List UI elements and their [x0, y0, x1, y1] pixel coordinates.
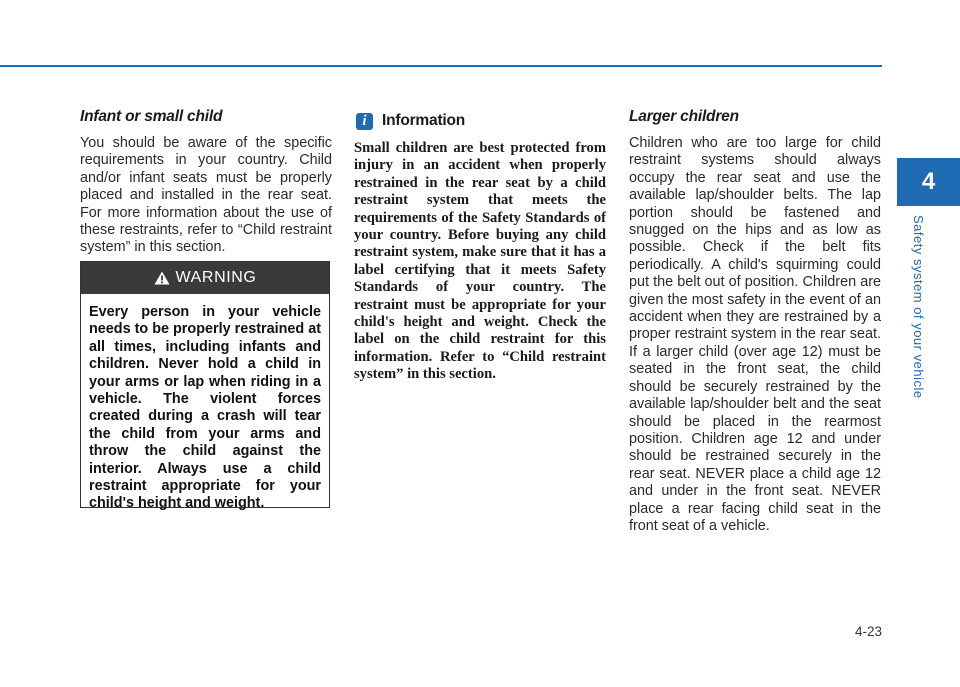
warning-header — [81, 262, 329, 294]
page-number: 4-23 — [854, 624, 882, 639]
header-rule — [0, 65, 882, 67]
left-column — [80, 108, 332, 257]
warning-box — [80, 261, 330, 512]
larger-children-heading: Larger children — [629, 108, 739, 125]
warning-triangle-icon — [154, 271, 170, 285]
info-header — [354, 112, 606, 130]
infant-heading: Infant or small child — [80, 108, 223, 125]
middle-column — [354, 108, 606, 384]
chapter-tab: 4 — [897, 158, 960, 206]
info-icon: i — [356, 113, 373, 130]
info-body: Small children are best protected from injury in an accident when properly restrained in the rear seat by a child restraint system that meets the requirements of the Safety Standards of your country. Before buying any child restraint system, make sure that it has a label certifying that it meets Safety Standards of your country. The restraint must be appropriate for your child's height and weight. Check the label on the child restraint for this information. Refer to “Child restraint system” in this section. — [354, 140, 606, 383]
larger-children-body: Children who are too large for child restraint systems should always occupy the rear seat and use the available lap/shoulder belts. The lap portion should be fastened and snugged on the hips and as low as possible. Check if the belt fits periodically. A child's squirming could put the belt out of position. Children are given the most safety in the event of an accident when they are restrained by a proper restraint system in the rear seat. If a larger child (over age 12) must be seated in the front seat, the child should be securely restrained by the available lap/shoulder belt and the seat should be placed in the rearmost position. Children age 12 and under should be restrained securely in the rear seat. NEVER place a child age 12 and under in the front seat. NEVER place a rear facing child seat in the front seat of a vehicle. — [629, 135, 881, 534]
info-title: Information — [382, 112, 466, 129]
infant-body: You should be aware of the specific requirements in your country. Child and/or infant seats must be properly placed and installed in the rear seat. For more information about the use of these restraints, refer to “Child restraint system” in this section. — [80, 135, 332, 256]
warning-title: WARNING — [175, 269, 257, 286]
chapter-title: Safety system of your vehicle — [911, 215, 926, 399]
right-column — [629, 108, 881, 535]
warning-body: Every person in your vehicle needs to be properly restrained at all times, including infants and children. Never hold a child in your arms or lap when riding in a vehicle. The violent forces created during a crash will tear the child from your arms and throw the child against the interior. Always use a child restraint appropriate for your child's height and weight. — [89, 304, 321, 512]
